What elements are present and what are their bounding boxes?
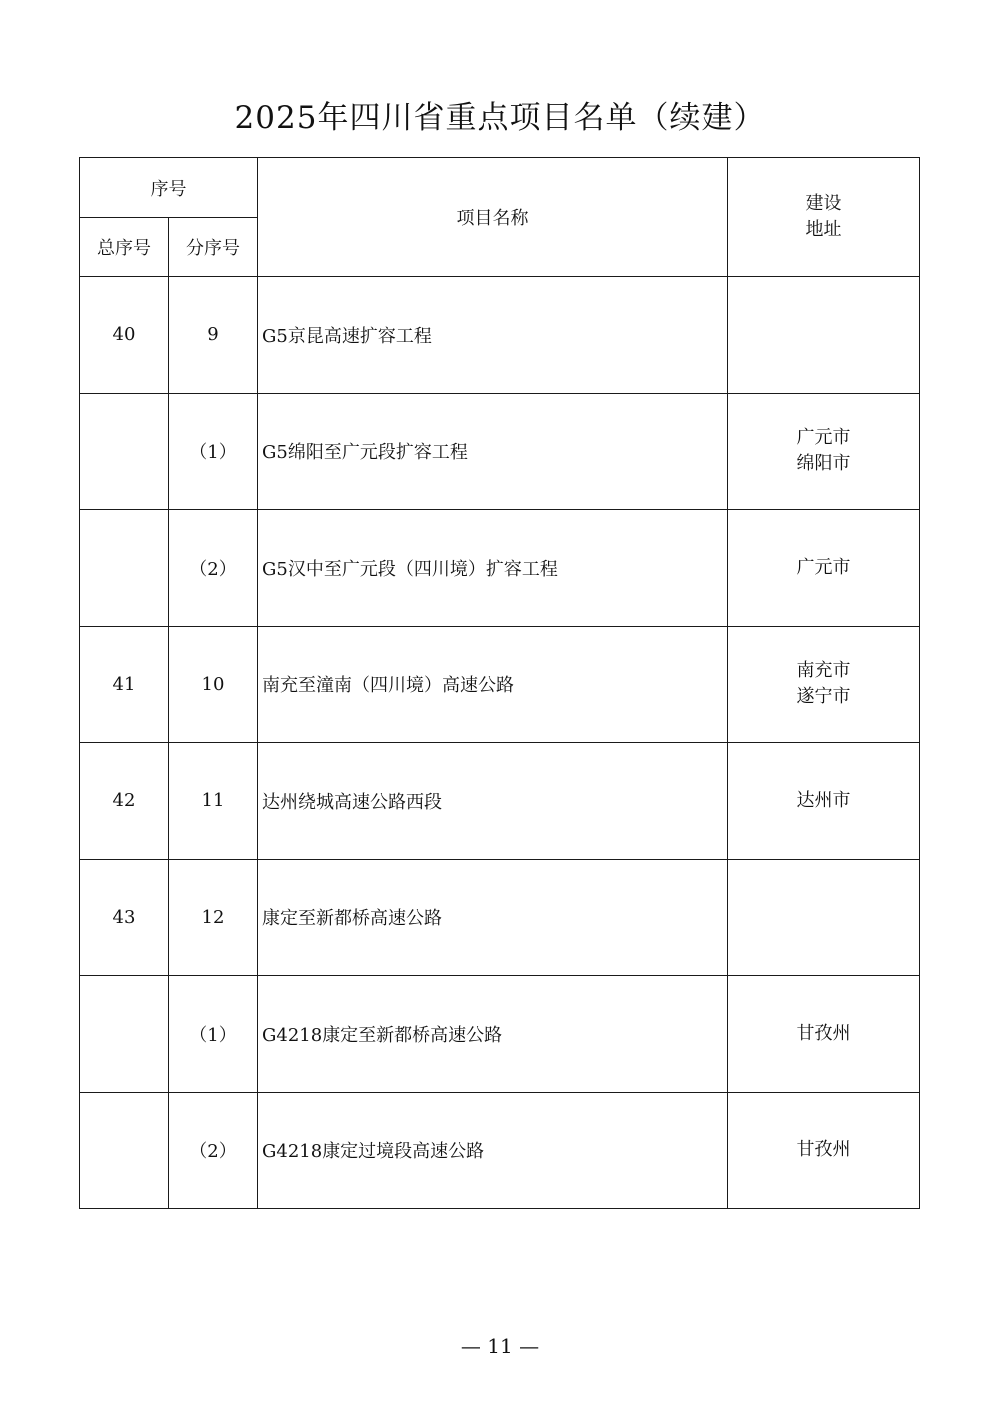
table-row bbox=[80, 743, 920, 860]
cell-sub-seq: （2） bbox=[169, 1092, 258, 1209]
header-sub-seq: 分序号 bbox=[169, 218, 258, 277]
address-line: 甘孜州 bbox=[796, 1022, 851, 1044]
cell-sub-seq: 9 bbox=[169, 277, 258, 394]
cell-project-name: G5绵阳至广元段扩容工程 bbox=[258, 393, 728, 510]
cell-total-seq: 41 bbox=[80, 626, 169, 743]
cell-address bbox=[728, 393, 920, 510]
cell-sub-seq: （1） bbox=[169, 393, 258, 510]
address-line: 南充市 bbox=[796, 660, 851, 682]
cell-total-seq: 42 bbox=[80, 743, 169, 860]
cell-project-name: 康定至新都桥高速公路 bbox=[258, 859, 728, 976]
table-row bbox=[80, 626, 920, 743]
cell-project-name: G5京昆高速扩容工程 bbox=[258, 277, 728, 394]
cell-project-name: G5汉中至广元段（四川境）扩容工程 bbox=[258, 510, 728, 627]
address-line: 遂宁市 bbox=[796, 686, 851, 708]
table-row bbox=[80, 510, 920, 627]
table-row bbox=[80, 859, 920, 976]
page-number: — 11 — bbox=[460, 1334, 540, 1358]
table-row bbox=[80, 277, 920, 394]
address-line: 达州市 bbox=[796, 789, 851, 811]
table-row bbox=[80, 393, 920, 510]
address-line: 广元市 bbox=[796, 427, 851, 449]
cell-project-name: G4218康定至新都桥高速公路 bbox=[258, 976, 728, 1093]
header-address-line: 建设 bbox=[805, 193, 842, 214]
project-table bbox=[79, 157, 920, 1209]
cell-project-name: G4218康定过境段高速公路 bbox=[258, 1092, 728, 1209]
cell-project-name: 达州绕城高速公路西段 bbox=[258, 743, 728, 860]
cell-total-seq: 40 bbox=[80, 277, 169, 394]
cell-sub-seq: （1） bbox=[169, 976, 258, 1093]
header-seq-group: 序号 bbox=[80, 158, 258, 218]
cell-address bbox=[728, 277, 920, 394]
table-row bbox=[80, 1092, 920, 1209]
cell-total-seq bbox=[80, 510, 169, 627]
address-line: 甘孜州 bbox=[796, 1139, 851, 1161]
cell-sub-seq: 12 bbox=[169, 859, 258, 976]
cell-address bbox=[728, 626, 920, 743]
page-title: 2025年四川省重点项目名单（续建） bbox=[234, 100, 766, 136]
cell-sub-seq: （2） bbox=[169, 510, 258, 627]
cell-address bbox=[728, 1092, 920, 1209]
address-line: 绵阳市 bbox=[796, 453, 851, 475]
cell-address bbox=[728, 859, 920, 976]
header-address bbox=[728, 158, 920, 277]
cell-total-seq bbox=[80, 976, 169, 1093]
project-table-body bbox=[80, 158, 920, 1209]
table-row bbox=[80, 976, 920, 1093]
cell-total-seq bbox=[80, 393, 169, 510]
address-line: 广元市 bbox=[796, 556, 851, 578]
cell-total-seq bbox=[80, 1092, 169, 1209]
header-row-top bbox=[80, 158, 920, 218]
cell-total-seq: 43 bbox=[80, 859, 169, 976]
cell-project-name: 南充至潼南（四川境）高速公路 bbox=[258, 626, 728, 743]
header-total-seq: 总序号 bbox=[80, 218, 169, 277]
cell-sub-seq: 10 bbox=[169, 626, 258, 743]
cell-address bbox=[728, 743, 920, 860]
cell-sub-seq: 11 bbox=[169, 743, 258, 860]
cell-address bbox=[728, 976, 920, 1093]
header-project-name: 项目名称 bbox=[258, 158, 728, 277]
header-address-line: 地址 bbox=[805, 219, 842, 240]
cell-address bbox=[728, 510, 920, 627]
